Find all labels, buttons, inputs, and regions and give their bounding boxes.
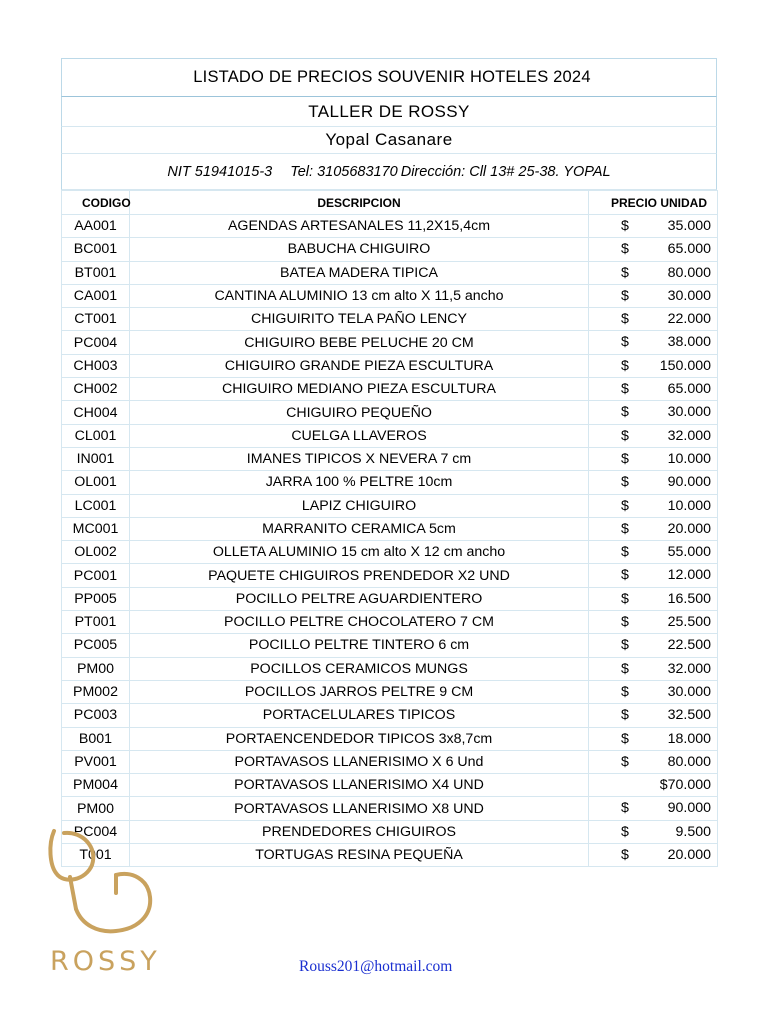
contact-line: [61, 154, 717, 190]
item-price: 22.000: [667, 311, 711, 328]
item-description: BABUCHA CHIGUIRO: [130, 238, 589, 261]
shop-name: TALLER DE ROSSY: [61, 97, 717, 127]
item-description: BATEA MADERA TIPICA: [130, 261, 589, 284]
item-code: LC001: [62, 494, 130, 517]
item-price-cell: [589, 331, 718, 354]
item-price-cell: [589, 680, 718, 703]
table-row: [62, 844, 718, 867]
item-price: 9.500: [675, 823, 711, 840]
currency-symbol: $: [621, 823, 629, 840]
item-description: PRENDEDORES CHIGUIROS: [130, 820, 589, 843]
item-price-cell: [589, 471, 718, 494]
table-row: [62, 447, 718, 470]
item-price-cell: [589, 564, 718, 587]
item-price-cell: [589, 844, 718, 867]
currency-symbol: $: [621, 707, 629, 724]
item-code: PM002: [62, 680, 130, 703]
item-price-cell: [589, 704, 718, 727]
item-price: 16.500: [667, 590, 711, 607]
currency-symbol: $: [621, 241, 629, 258]
item-code: CH004: [62, 401, 130, 424]
item-description: MARRANITO CERAMICA 5cm: [130, 517, 589, 540]
item-price: 25.500: [667, 614, 711, 631]
item-code: B001: [62, 727, 130, 750]
table-row: [62, 517, 718, 540]
item-description: CHIGUIRO MEDIANO PIEZA ESCULTURA: [130, 378, 589, 401]
item-description: IMANES TIPICOS X NEVERA 7 cm: [130, 447, 589, 470]
currency-symbol: $: [621, 683, 629, 700]
item-price: 30.000: [667, 404, 711, 421]
item-price-cell: [589, 657, 718, 680]
item-code: CT001: [62, 308, 130, 331]
currency-symbol: $: [621, 287, 629, 304]
table-row: [62, 331, 718, 354]
item-price-cell: [589, 727, 718, 750]
item-price: 20.000: [667, 847, 711, 864]
currency-symbol: $: [621, 357, 629, 374]
item-price: 18.000: [667, 730, 711, 747]
currency-symbol: $: [621, 637, 629, 654]
item-price-cell: [589, 447, 718, 470]
item-price-cell: [589, 284, 718, 307]
item-description: POCILLO PELTRE AGUARDIENTERO: [130, 587, 589, 610]
item-description: PORTACELULARES TIPICOS: [130, 704, 589, 727]
item-price: 65.000: [667, 241, 711, 258]
table-row: [62, 611, 718, 634]
item-price: 30.000: [667, 683, 711, 700]
item-code: IN001: [62, 447, 130, 470]
item-price: 32.000: [667, 660, 711, 677]
item-price: 80.000: [667, 753, 711, 770]
table-row: [62, 471, 718, 494]
table-row: [62, 401, 718, 424]
item-price-cell: [589, 261, 718, 284]
currency-symbol: $: [621, 520, 629, 537]
currency-symbol: $: [621, 404, 629, 421]
shop-location: Yopal Casanare: [61, 127, 717, 154]
item-price-cell: [589, 424, 718, 447]
currency-symbol: $: [621, 614, 629, 631]
item-description: POCILLOS CERAMICOS MUNGS: [130, 657, 589, 680]
currency-symbol: $: [621, 730, 629, 747]
table-row: [62, 284, 718, 307]
table-row: [62, 378, 718, 401]
table-header-row: [62, 191, 718, 215]
item-price-cell: [589, 611, 718, 634]
item-price: 38.000: [667, 334, 711, 351]
currency-symbol: $: [621, 334, 629, 351]
item-price-cell: [589, 750, 718, 773]
item-description: PORTAVASOS LLANERISIMO X8 UND: [130, 797, 589, 820]
item-code: OL002: [62, 541, 130, 564]
item-price-cell: [589, 238, 718, 261]
item-description: PORTAENCENDEDOR TIPICOS 3x8,7cm: [130, 727, 589, 750]
item-price-cell: [589, 378, 718, 401]
item-description: CHIGUIRO BEBE PELUCHE 20 CM: [130, 331, 589, 354]
item-description: TORTUGAS RESINA PEQUEÑA: [130, 844, 589, 867]
item-description: CHIGUIRO GRANDE PIEZA ESCULTURA: [130, 354, 589, 377]
currency-symbol: $: [621, 660, 629, 677]
table-row: [62, 238, 718, 261]
item-description: PAQUETE CHIGUIROS PRENDEDOR X2 UND: [130, 564, 589, 587]
table-row: [62, 541, 718, 564]
item-code: PC001: [62, 564, 130, 587]
item-code: BT001: [62, 261, 130, 284]
table-row: [62, 424, 718, 447]
table-row: [62, 820, 718, 843]
currency-symbol: $: [621, 311, 629, 328]
item-price: $70.000: [659, 777, 711, 794]
currency-symbol: $: [621, 450, 629, 467]
table-row: [62, 308, 718, 331]
currency-symbol: $: [621, 567, 629, 584]
item-code: MC001: [62, 517, 130, 540]
item-code: CH002: [62, 378, 130, 401]
currency-symbol: $: [621, 590, 629, 607]
item-price-cell: [589, 308, 718, 331]
item-price-cell: [589, 587, 718, 610]
table-row: [62, 774, 718, 797]
item-code: AA001: [62, 215, 130, 238]
table-row: [62, 354, 718, 377]
column-header-description: DESCRIPCION: [130, 191, 589, 215]
item-code: PC003: [62, 704, 130, 727]
column-header-code: CODIGO: [62, 191, 130, 215]
table-row: [62, 797, 718, 820]
item-code: PC004: [62, 331, 130, 354]
item-price-cell: [589, 354, 718, 377]
item-code: PC004: [62, 820, 130, 843]
item-description: PORTAVASOS LLANERISIMO X4 UND: [130, 774, 589, 797]
table-row: [62, 261, 718, 284]
item-price: 90.000: [667, 800, 711, 817]
item-code: T001: [62, 844, 130, 867]
currency-symbol: $: [621, 264, 629, 281]
item-price-cell: [589, 401, 718, 424]
item-price: 90.000: [667, 474, 711, 491]
item-description: CHIGUIRITO TELA PAÑO LENCY: [130, 308, 589, 331]
item-price: 22.500: [667, 637, 711, 654]
item-description: CUELGA LLAVEROS: [130, 424, 589, 447]
nit-number: NIT 51941015-3: [167, 163, 273, 180]
item-price: 12.000: [667, 567, 711, 584]
item-description: POCILLO PELTRE CHOCOLATERO 7 CM: [130, 611, 589, 634]
item-price: 65.000: [667, 381, 711, 398]
price-list-sheet: [61, 58, 717, 867]
currency-symbol: $: [621, 218, 629, 234]
currency-symbol: $: [621, 497, 629, 514]
currency-symbol: $: [621, 753, 629, 770]
item-price: 55.000: [667, 544, 711, 561]
item-code: PV001: [62, 750, 130, 773]
item-price-cell: [589, 517, 718, 540]
item-code: PC005: [62, 634, 130, 657]
item-price-cell: [589, 634, 718, 657]
currency-symbol: $: [621, 381, 629, 398]
table-row: [62, 634, 718, 657]
item-code: CH003: [62, 354, 130, 377]
table-row: [62, 587, 718, 610]
table-row: [62, 750, 718, 773]
column-header-price: PRECIO UNIDAD: [589, 191, 718, 215]
item-price: 30.000: [667, 287, 711, 304]
item-code: CL001: [62, 424, 130, 447]
item-code: PP005: [62, 587, 130, 610]
item-description: LAPIZ CHIGUIRO: [130, 494, 589, 517]
item-code: BC001: [62, 238, 130, 261]
item-description: CHIGUIRO PEQUEÑO: [130, 401, 589, 424]
item-price: 10.000: [667, 497, 711, 514]
item-code: OL001: [62, 471, 130, 494]
currency-symbol: $: [621, 427, 629, 444]
item-description: OLLETA ALUMINIO 15 cm alto X 12 cm ancho: [130, 541, 589, 564]
item-code: PM00: [62, 657, 130, 680]
item-description: POCILLO PELTRE TINTERO 6 cm: [130, 634, 589, 657]
table-row: [62, 704, 718, 727]
item-price: 32.000: [667, 427, 711, 444]
currency-symbol: $: [621, 847, 629, 864]
item-price: 35.000: [667, 218, 711, 234]
document-title: LISTADO DE PRECIOS SOUVENIR HOTELES 2024: [61, 58, 717, 97]
currency-symbol: $: [621, 800, 629, 817]
item-code: PT001: [62, 611, 130, 634]
contact-email[interactable]: Rouss201@hotmail.com: [299, 958, 453, 975]
item-description: JARRA 100 % PELTRE 10cm: [130, 471, 589, 494]
table-row: [62, 215, 718, 238]
table-row: [62, 727, 718, 750]
item-code: PM004: [62, 774, 130, 797]
item-price-cell: [589, 774, 718, 797]
item-description: AGENDAS ARTESANALES 11,2X15,4cm: [130, 215, 589, 238]
item-price-cell: [589, 797, 718, 820]
currency-symbol: $: [621, 474, 629, 491]
item-price-cell: [589, 541, 718, 564]
table-row: [62, 494, 718, 517]
item-description: CANTINA ALUMINIO 13 cm alto X 11,5 ancho: [130, 284, 589, 307]
table-row: [62, 657, 718, 680]
item-price-cell: [589, 215, 718, 238]
item-description: POCILLOS JARROS PELTRE 9 CM: [130, 680, 589, 703]
item-description: PORTAVASOS LLANERISIMO X 6 Und: [130, 750, 589, 773]
item-code: CA001: [62, 284, 130, 307]
currency-symbol: $: [621, 544, 629, 561]
item-price: 32.500: [667, 707, 711, 724]
table-row: [62, 564, 718, 587]
price-table: [61, 190, 718, 867]
address: Dirección: Cll 13# 25-38. YOPAL: [400, 163, 611, 180]
item-code: PM00: [62, 797, 130, 820]
item-price: 20.000: [667, 520, 711, 537]
item-price: 80.000: [667, 264, 711, 281]
item-price-cell: [589, 820, 718, 843]
phone-number: Tel: 3105683170: [290, 163, 398, 180]
item-price: 10.000: [667, 450, 711, 467]
item-price-cell: [589, 494, 718, 517]
item-price: 150.000: [659, 357, 711, 374]
table-row: [62, 680, 718, 703]
rossy-logo-text: ROSSY: [50, 946, 161, 977]
